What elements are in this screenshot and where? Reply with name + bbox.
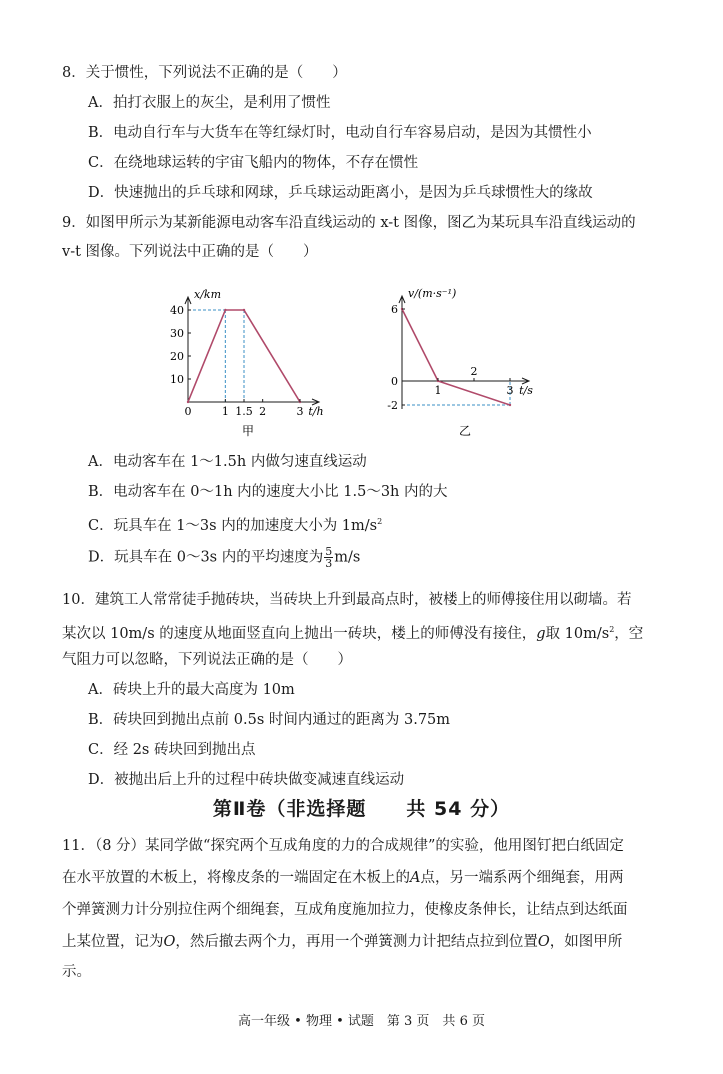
y-tick-label: 6 <box>391 303 398 316</box>
q11-line4-b: ，然后撤去两个力，再用一个弹簧测力计把结点拉到位置 <box>175 934 538 950</box>
y-axis-label: x/km <box>194 288 222 301</box>
fraction-denominator: 3 <box>325 557 333 570</box>
y-tick-label: 30 <box>170 327 184 340</box>
x-tick-label: 1.5 <box>235 405 253 418</box>
chart-caption: 甲 <box>241 424 255 438</box>
q11-line4-c: ，如图甲所 <box>549 934 623 950</box>
q10-option-c: C．经 2s 砖块回到抛出点 <box>88 742 256 758</box>
q10-option-b: B．砖块回到抛出点前 0.5s 时间内通过的距离为 3.75m <box>88 712 451 728</box>
data-point <box>224 309 226 311</box>
y-axis-label: v/(m·s⁻¹) <box>408 287 457 300</box>
x-tick-label: 0 <box>184 405 192 418</box>
data-point <box>509 404 511 406</box>
q11-line4-a: 上某位置，记为 <box>62 934 164 950</box>
q11-point-o-2: O <box>537 934 550 950</box>
x-axis-label: t/h <box>308 405 324 418</box>
chart-jia <box>160 275 350 440</box>
y-tick-label: 0 <box>391 375 398 388</box>
q10-symbol-g: g <box>536 625 546 642</box>
y-tick-label: 20 <box>170 350 184 363</box>
y-tick-label: 40 <box>170 304 184 317</box>
q11-point-a: A <box>410 870 421 886</box>
chart-yi <box>375 275 555 440</box>
q11-line4 <box>62 932 622 952</box>
x-tick-label: 3 <box>296 405 304 418</box>
q8-option-d: D．快速抛出的乒乓球和网球，乒乓球运动距离小，是因为乒乓球惯性大的缘故 <box>88 185 593 201</box>
data-point <box>243 309 245 311</box>
x-tick-label: 2 <box>470 365 478 378</box>
q10-option-a: A．砖块上升的最大高度为 10m <box>88 682 295 698</box>
q9-option-c <box>88 512 382 536</box>
q8-option-c: C．在绕地球运转的宇宙飞船内的物体，不存在惯性 <box>88 155 419 171</box>
q10-stem-line2-c: ，空 <box>614 625 644 642</box>
q10-stem-line2 <box>62 620 643 644</box>
page-footer: 高一年级 • 物理 • 试题 第 3 页 共 6 页 <box>238 1014 485 1029</box>
q10-stem-line1: 10．建筑工人常常徒手抛砖块，当砖块上升到最高点时，被楼上的师傅接住用以砌墙。若 <box>62 592 632 608</box>
series-line <box>402 309 510 405</box>
q9-stem-line1: 9．如图甲所示为某新能源电动客车沿直线运动的 x-t 图像，图乙为某玩具车沿直线运动的 <box>62 215 636 231</box>
data-point <box>187 401 189 403</box>
q10-option-d: D．被抛出后上升的过程中砖块做变减速直线运动 <box>88 772 405 788</box>
q8-option-a: A．拍打衣服上的灰尘，是利用了惯性 <box>88 95 331 111</box>
q10-stem-line2-b: 取 10m/s <box>545 625 610 642</box>
q9-option-c-sup: 2 <box>377 517 383 526</box>
x-axis-label: t/s <box>519 384 533 397</box>
q11-line2-b: 点，另一端系两个细绳套，用两 <box>420 870 624 886</box>
q9-option-d <box>88 546 360 569</box>
q9-stem-line2: v-t 图像。下列说法中正确的是（ ） <box>62 244 318 260</box>
q9-option-d-fraction <box>324 546 333 569</box>
q8-stem: 8．关于惯性，下列说法不正确的是（ ） <box>62 65 347 81</box>
q11-line2 <box>62 868 623 888</box>
q10-stem-sup: 2 <box>609 625 615 634</box>
q9-option-a: A．电动客车在 1～1.5h 内做匀速直线运动 <box>88 454 367 470</box>
q9-option-b: B．电动客车在 0～1h 内的速度大小比 1.5～3h 内的大 <box>88 484 448 500</box>
y-tick-label: 10 <box>170 373 184 386</box>
chart-caption: 乙 <box>458 424 472 438</box>
q11-line2-a: 在水平放置的木板上，将橡皮条的一端固定在木板上的 <box>62 870 410 886</box>
fraction-numerator: 5 <box>325 545 333 558</box>
q10-stem-line2-a: 某次以 10m/s 的速度从地面竖直向上抛出一砖块，楼上的师傅没有接住， <box>62 625 537 642</box>
x-tick-label: 3 <box>506 384 514 397</box>
q9-option-c-text: C．玩具车在 1～3s 内的加速度大小为 1m/s <box>88 517 378 534</box>
q11-line1: 11．（8 分）某同学做“探究两个互成角度的力的合成规律”的实验，他用图钉把白纸固定 <box>62 838 624 854</box>
q11-point-o: O <box>163 934 176 950</box>
q9-option-d-unit: m/s <box>334 549 361 566</box>
x-tick-label: 1 <box>434 384 442 397</box>
q10-stem-line3: 气阻力可以忽略，下列说法正确的是（ ） <box>62 652 352 668</box>
q11-line5: 示。 <box>62 964 91 980</box>
section-title: 第Ⅱ卷（非选择题 共 54 分） <box>212 798 511 820</box>
q11-line3: 个弹簧测力计分别拉住两个细绳套，互成角度施加拉力，使橡皮条伸长，让结点到达纸面 <box>62 902 628 918</box>
q8-option-b: B．电动自行车与大货车在等红绿灯时，电动自行车容易启动，是因为其惯性小 <box>88 125 592 141</box>
x-tick-label: 1 <box>221 405 229 418</box>
x-tick-label: 2 <box>259 405 267 418</box>
q9-option-d-text: D．玩具车在 0～3s 内的平均速度为 <box>88 549 324 566</box>
y-tick-label: -2 <box>387 399 398 412</box>
